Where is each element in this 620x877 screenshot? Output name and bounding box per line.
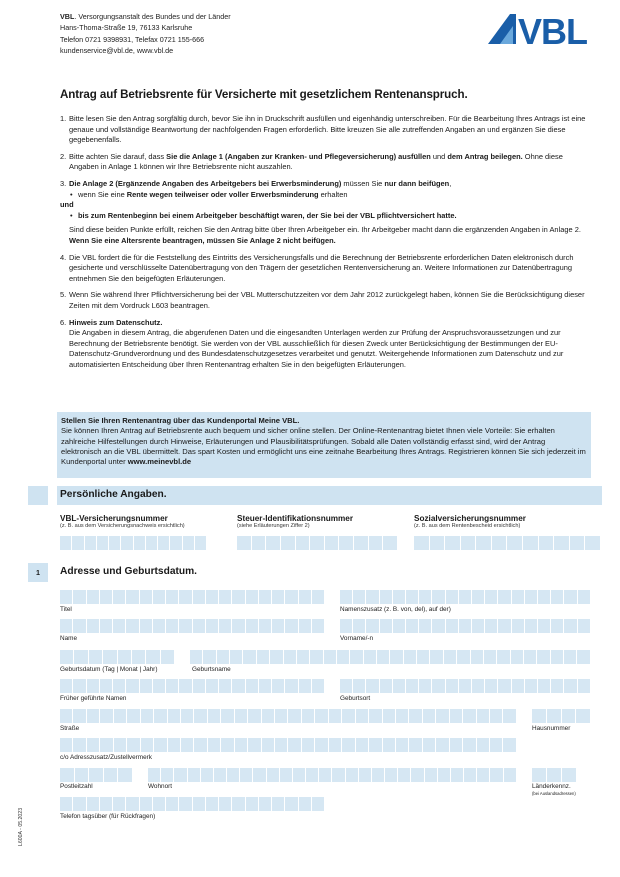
label-vorname: Vorname/-n	[340, 635, 374, 642]
form-code: L600A - 05.2023	[18, 807, 24, 846]
portal-heading: Stellen Sie Ihren Rentenantrag über das Kundenportal Meine VBL.	[61, 416, 300, 425]
vbl-number-group: VBL-Versicherungsnummer (z. B. aus dem Versicherungsnachweis ersichtlich)	[60, 514, 185, 529]
tax-id-group: Steuer-Identifikationsnummer (siehe Erläuterungen Ziffer 2)	[237, 514, 354, 529]
label-geburtsort: Geburtsort	[340, 695, 371, 702]
section-title-personal: Persönliche Angaben.	[60, 489, 167, 500]
address-addition-input[interactable]	[60, 738, 516, 752]
label-laenderkennz: Länderkennz. (bei Auslandsadressen)	[532, 783, 576, 796]
instruction-list	[60, 114, 592, 376]
instruction-item-3: 3. Die Anlage 2 (Ergänzende Angaben des Arbeitgebers bei Erwerbsminderung) müssen Sie nur dann beifügen, • wenn Sie eine Rente wegen teilweiser oder voller Erwerbsminderung erhalten und • bis zum Rentenbeginn bei einem Arbeitgeber beschäftigt waren, der Sie bei der VBL pflichtversichert hatte. Sind diese beiden Punkte erfüllt, reichen Sie den Antrag bitte über Ihren Arbeitgeber ein. Ihr Arbeitgeber macht dann die ergänzenden Angaben in Anlage 2. Wenn Sie eine Altersrente beantragen, müssen Sie Anlage 2 nicht beifügen.	[60, 179, 592, 247]
org-abbr: VBL	[60, 12, 75, 21]
portal-info-box	[57, 412, 591, 478]
vbl-logo	[488, 12, 608, 46]
section-bar-personal	[57, 486, 602, 505]
section-number-1: 1	[28, 563, 48, 582]
org-phone: Telefon 0721 9398931, Telefax 0721 155-666	[60, 34, 205, 44]
birth-name-input[interactable]	[190, 650, 590, 664]
vbl-number-input[interactable]	[60, 536, 206, 550]
instruction-item-4: 4. Die VBL fordert die für die Feststellung des Eintritts des Versicherungsfalls und die Berechnung der Betriebsrente erforderlichen Daten elektronisch durch gesicherte und verschlüsselte Datenübertragung von den Trägern der gesetzlichen Rentenversicherung an. Weitere Informationen zur Datenübertragung entnehmen Sie den beigefügten Erläuterungen.	[60, 252, 574, 283]
former-names-input[interactable]	[60, 679, 324, 693]
instruction-item-1: 1. Bitte lesen Sie den Antrag sorgfältig durch, bevor Sie ihn in Druckschrift ausfüllen und eigenhändig unterschreiben. Für die Bearbeitung Ihres Antrags ist eine genaue und vollständige Beantwortung der nachfolgenden Fragen erforderlich. Bitte kreuzen Sie alle zutreffenden Angaben an und ergänzen Sie diese gegebenenfalls.	[60, 114, 586, 145]
birth-date-input[interactable]	[60, 650, 174, 664]
tax-id-input[interactable]	[237, 536, 397, 550]
label-co: c/o Adresszusatz/Zustellvermerk	[60, 754, 152, 761]
label-namenszusatz: Namenszusatz (z. B. von, del), auf der)	[340, 606, 451, 613]
instruction-item-5: 5. Wenn Sie während Ihrer Pflichtversicherung bei der VBL Mutterschutzzeiten vor dem Jahr 2012 zurückgelegt haben, können Sie die Berücksichtigung dieser Zeiten mit dem Vordruck L603 beantragen.	[60, 290, 585, 310]
label-geburtsname: Geburtsname	[192, 666, 231, 673]
social-number-input[interactable]	[414, 536, 600, 550]
city-input[interactable]	[148, 768, 516, 782]
org-address: Hans-Thoma-Straße 19, 76133 Karlsruhe	[60, 23, 193, 33]
label-wohnort: Wohnort	[148, 783, 173, 790]
section-marker-personal	[28, 486, 48, 505]
label-frueher: Früher geführte Namen	[60, 695, 127, 702]
phone-input[interactable]	[60, 797, 324, 811]
attachment-note: Sind diese beiden Punkte erfüllt, reichen Sie den Antrag bitte über Ihren Arbeitgeber ein. Ihr Arbeitgeber macht dann die ergänzenden Angaben in Anlage 2. Wenn Sie eine Altersrente beantragen, müssen Sie Anlage 2 nicht beifügen.	[69, 225, 581, 245]
instruction-item-2: 2. Bitte achten Sie darauf, dass Sie die Anlage 1 (Angaben zur Kranken- und Pflegeversicherung) ausfüllen und dem Antrag beilegen. Ohne diese Angaben in Anlage 1 können wir Ihre Betriebsrente nicht auszahlen.	[60, 151, 563, 172]
postal-code-input[interactable]	[60, 768, 132, 782]
org-email: kundenservice@vbl.de, www.vbl.de	[60, 45, 174, 55]
house-number-input[interactable]	[532, 709, 590, 723]
und-label: und	[60, 200, 74, 210]
name-suffix-input[interactable]	[340, 590, 590, 604]
last-name-input[interactable]	[60, 619, 324, 633]
form-title: Antrag auf Betriebsrente für Versicherte mit gesetzlichem Rentenanspruch.	[60, 88, 468, 101]
social-number-group: Sozialversicherungsnummer (z. B. aus dem Rentenbescheid ersichtlich)	[414, 514, 526, 529]
portal-link[interactable]: www.meinevbl.de	[127, 457, 192, 467]
label-plz: Postleitzahl	[60, 783, 93, 790]
label-geburtsdatum: Geburtsdatum (Tag | Monat | Jahr)	[60, 666, 158, 673]
label-name: Name	[60, 635, 78, 642]
logo-text: VBL	[518, 12, 587, 46]
bullet-2: • bis zum Rentenbeginn bei einem Arbeitgeber beschäftigt waren, der Sie bei der VBL pflichtversichert hatte.	[69, 211, 592, 222]
label-hausnummer: Hausnummer	[532, 725, 571, 732]
section-title-address: Adresse und Geburtsdatum.	[60, 566, 197, 577]
sender-block	[60, 11, 231, 56]
org-name: . Versorgungsanstalt des Bundes und der Länder	[74, 12, 231, 21]
portal-text: Sie können Ihren Antrag auf Betriebsrente auch bequem und sicher online stellen. Der Online-Rentenantrag bietet Ihnen viele Vorteile: Sie erhalten zahlreiche Hilfestellungen durch Hinweise, Erläuterungen und Plausibilitätsprüfungen. Sobald alle Daten vollständig erfasst sind, wird der Antrag elektronisch an die VBL übermittelt. Das spart Kosten und ermöglicht uns eine zeitnahe Bearbeitung Ihres Antrags. Registrieren können Sie sich jederzeit im Kundenportal unter	[61, 426, 586, 467]
instruction-item-6: 6. Hinweis zum Datenschutz. Die Angaben in diesem Antrag, die abgerufenen Daten und die eingesandten Unterlagen werden zur Prüfung der Anspruchsvoraussetzungen und zur Berechnung der Betriebsrente benötigt. Sie werden von der VBL ausschließlich für diesen Zweck unter Berücksichtigung der Bestimmungen der EU-Datenschutz-Grundverordnung und des Bundesdatenschutzgesetzes verarbeitet und genutzt. Weitergehende Informationen zum Datenschutz und zur automatisierten Entscheidung über Ihren Rentenantrag erhalten Sie in den beigefügten Erläuterungen.	[60, 317, 564, 369]
birth-place-input[interactable]	[340, 679, 590, 693]
bullet-1: • wenn Sie eine Rente wegen teilweiser oder voller Erwerbsminderung erhalten	[69, 190, 592, 201]
street-input[interactable]	[60, 709, 516, 723]
country-code-input[interactable]	[532, 768, 576, 782]
title-input[interactable]	[60, 590, 324, 604]
label-titel: Titel	[60, 606, 72, 613]
label-strasse: Straße	[60, 725, 80, 732]
label-telefon: Telefon tagsüber (für Rückfragen)	[60, 813, 156, 820]
first-name-input[interactable]	[340, 619, 590, 633]
